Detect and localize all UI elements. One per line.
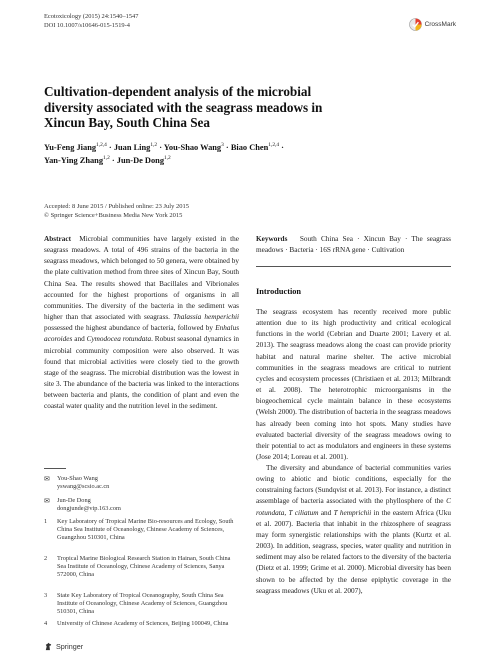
springer-horse-icon [44,642,53,651]
article-title: Cultivation-dependent analysis of the microbial diversity associated with the seagrass meadows in Xincun Bay, South China Sea [44,84,323,131]
species-name: T ciliatum [288,508,319,517]
author-affiliation-sup: 1,2 [103,154,110,161]
contact-name: You-Shao Wang [57,475,98,482]
species-name: Enhalus acoroides [44,324,240,344]
paragraph-text: in the eastern Africa (Uku et al. 2007). Bacteria that inhabit in the rhizosphere of seagrass may form synergistic relationships with the plants (Kurtz et al. 2003). In addition, seagrass, species, water quality and nutrition in sediment may also be related factors to the diversity of the bacteria (Dietz et al. 1999; Grime et al. 2000). Microbial diversity has been shown to be affected by the dense epiphytic coverage in the seagrass meadows (Uku et al. 2007), [256,508,452,595]
affiliation [44,518,239,550]
author-affiliation-sup: 1,2,4 [268,142,280,148]
section-divider [256,266,451,267]
journal-citation: Ecotoxicology (2015) 24:1540–1547 [44,13,139,20]
affiliation-text: Tropical Marine Biological Research Station in Hainan, South China Sea Institute of Oceanology, Chinese Academy of Sciences, Sanya 572000, China [57,555,231,579]
keywords-text: South China Sea · Xincun Bay · The seagrass meadows · Bacteria · 16S rRNA gene · Cultivation [256,235,451,255]
species-name: Thalassia hemperichii [173,313,239,322]
author-name[interactable]: Yan-Ying Zhang [44,155,104,165]
species-name: Cymodocea rotundata [86,335,152,344]
corresponding-author [44,497,239,514]
doi[interactable]: DOI 10.1007/s10646-015-1519-4 [44,22,130,29]
author-separator: · [109,155,117,165]
author-name[interactable]: Jun-De Dong [116,155,165,165]
abstract-text: Microbial communities have largely existed in the seagrass meadows. A total of 496 strains of the bacteria in the seagrass meadows, which belonged to 50 genera, were obtained by the plate cultivation method from three sites of Xincun Bay, South China Sea. The results showed that Bacillales and Vibrionales accounted for the highest proportions of organisms in all communities. The diversity of the bacteria in the sediment was higher than that associated with seagrass. [44,235,239,322]
envelope-icon: ✉ [44,475,50,483]
author-affiliation-sup: 1,2 [150,142,158,148]
contact-email[interactable]: yswang@scsio.ac.cn [57,483,110,491]
affiliation-number: 4 [44,620,48,627]
corresponding-author [44,475,239,492]
introduction-paragraph [256,463,451,597]
crossmark-label: CrossMark [424,21,456,28]
publisher-logo [44,642,83,651]
abstract-text: and [74,335,85,344]
author-list [44,140,344,166]
footnote-divider [44,468,66,469]
author-affiliation-sup: 1,2 [164,154,171,161]
affiliation [44,555,239,587]
author-separator: · [279,142,284,152]
species-name: T hemprichii [333,508,372,517]
crossmark-icon [409,18,422,31]
publisher-name: Springer [56,642,84,651]
author-affiliation-sup: 1,2,4 [96,142,107,148]
author-separator: · [106,142,114,152]
affiliation-number: 2 [44,555,48,562]
abstract-label: Abstract [44,235,71,243]
keywords-label: Keywords [256,235,288,243]
introduction-heading: Introduction [256,287,302,296]
affiliation-text: Key Laboratory of Tropical Marine Bio-resources and Ecology, South China Sea Institute of Oceanology, Chinese Academy of Sciences, Guangzhou 510301, China [57,518,234,542]
author-name[interactable]: Yu-Feng Jiang [44,142,97,152]
contact-name: Jun-De Dong [57,497,91,504]
species-name: C rotundata [256,497,451,517]
author-name[interactable]: Juan Ling [113,142,151,152]
affiliation-text: State Key Laboratory of Tropical Oceanography, South China Sea Institute of Oceanology, Chinese Academy of Sciences, Guangzhou 510301, China [57,592,228,616]
crossmark-badge[interactable] [409,18,456,31]
affiliation-number: 1 [44,518,48,525]
paragraph-text: The diversity and abundance of bacterial communities varies owing to abiotic and biotic conditions, especially for the constraining factors (Sundqvist et al. 2013). For instance, a distinct assemblage of bacteria associated with the phyllosphere of the [256,464,451,506]
abstract [44,234,239,413]
affiliation-number: 3 [44,592,48,599]
affiliation [44,620,239,636]
author-name[interactable]: Biao Chen [230,142,269,152]
copyright-notice: © Springer Science+Business Media New York 2015 [44,212,183,219]
author-affiliation-sup: 3 [221,142,224,148]
author-separator: · [157,142,164,152]
contact-email[interactable]: dongjunde@vip.163.com [57,505,121,513]
abstract-text: possessed the highest abundance of bacteria, followed by [44,324,213,333]
author-name[interactable]: You-Shao Wang [163,142,222,152]
affiliation-text: University of Chinese Academy of Sciences, Beijing 100049, China [57,620,229,627]
paragraph-text: , [284,508,287,517]
introduction-paragraph: The seagrass ecosystem has recently received more public attention due to its high productivity and critical ecological functions in the world (Cebrian and Duarte 2001; Lavery et al. 2013). The seagrass meadows along the coast can provide priority habitat and natural marine shelter. The active microbial communities in the seagrass meadows are critical to nutrient cycles and ecosystem processes (Christiaen et al. 2013; Milbrandt et al. 2008). The heterotrophic microorganisms in the biogeochemical cycle maintain balance in these ecosystems (Welsh 2000). The distribution of bacteria in the seagrass meadows has already been coming into hot spots. Many studies have evaluated bacterial diversity of the seagrass meadows owing to their potential to act as modulators and engineers in these systems (Jose 2014; Loreau et al. 2001). [256,308,451,462]
envelope-icon: ✉ [44,497,50,505]
keywords [256,234,451,256]
affiliation [44,592,239,616]
author-separator: · [223,142,231,152]
publication-dates: Accepted: 8 June 2015 / Published online: 23 July 2015 [44,203,189,210]
abstract-text: . Robust seasonal dynamics in microbial community composition were also observed. It was found that microbial activities were closely tied to the growth stage of the seagrass. The microbial distribution was the lowest in site 3. The abundance of the bacteria was linked to the interactions between bacteria and plants, the condition of plant and even the coastal water quality and the nutrition level in the sediment. [44,335,240,411]
paragraph-text: and [320,508,332,517]
